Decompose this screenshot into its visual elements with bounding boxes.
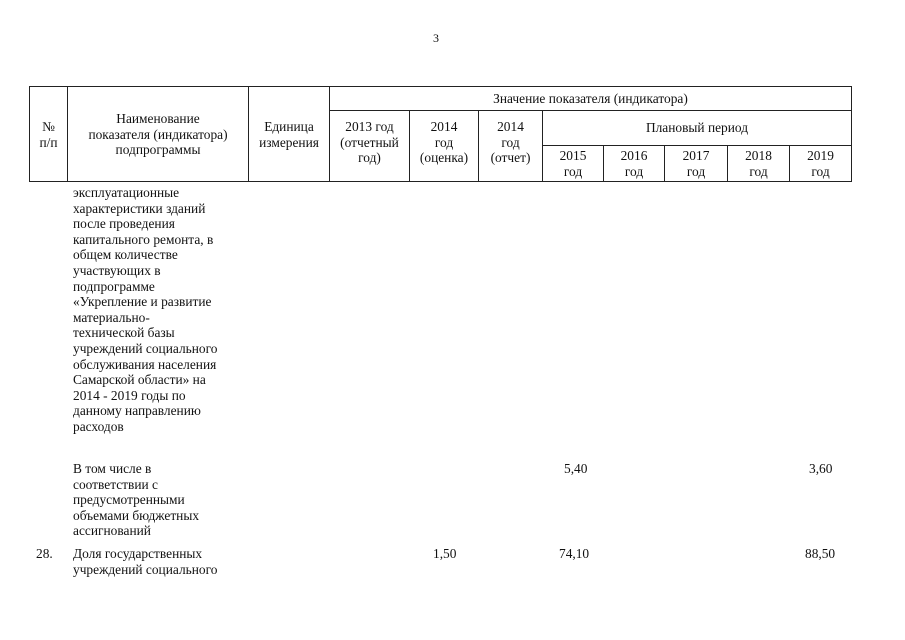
table-right-border: [851, 86, 852, 182]
header-year-2018: 2018 год: [745, 148, 772, 179]
table-row-subitem-2019: 3,60: [809, 461, 833, 476]
header-year-2017: 2017 год: [682, 148, 710, 179]
table-row-28-2014-report: 1,50: [433, 546, 457, 561]
table-row-28-name: Доля государственных учреждений социального: [73, 546, 218, 577]
header-col-2014-estimate: 2014 год (оценка): [419, 119, 469, 165]
header-year-2019: 2019 год: [807, 148, 834, 179]
header-planned-period: Плановый период: [645, 120, 749, 135]
header-col-name: Наименование показателя (индикатора) подпрограммы: [88, 111, 228, 157]
group-title-divider: [329, 110, 851, 111]
table-row-continuation-name: эксплуатационные характеристики зданий после проведения капитального ремонта, в общем количестве участвующих в подпрограмме «Укрепление и развитие материально- технической базы учреждений социального обслуживания населения Самарской области» на 2014 - 2019 годы по данному направлению расходов: [73, 185, 218, 434]
header-col-2013: 2013 год (отчетный год): [340, 119, 399, 165]
planned-divider: [542, 145, 851, 146]
page-number: 3: [433, 31, 439, 45]
header-col-no: № п/п: [39, 119, 58, 150]
header-group-title: Значение показателя (индикатора): [493, 91, 688, 106]
table-row-28-number: 28.: [36, 546, 53, 561]
table-row-28-2019: 88,50: [805, 546, 836, 561]
table-row-subitem-name: В том числе в соответствии с предусмотренными объемами бюджетных ассигнований: [73, 461, 200, 539]
header-col-unit: Единица измерения: [259, 119, 319, 150]
header-col-2014-report: 2014 год (отчет): [490, 119, 531, 165]
header-year-2015: 2015 год: [559, 148, 587, 179]
table-row-subitem-2015: 5,40: [564, 461, 588, 476]
header-year-2016: 2016 год: [620, 148, 648, 179]
table-top-border: [29, 86, 851, 87]
table-row-28-2015: 74,10: [559, 546, 590, 561]
